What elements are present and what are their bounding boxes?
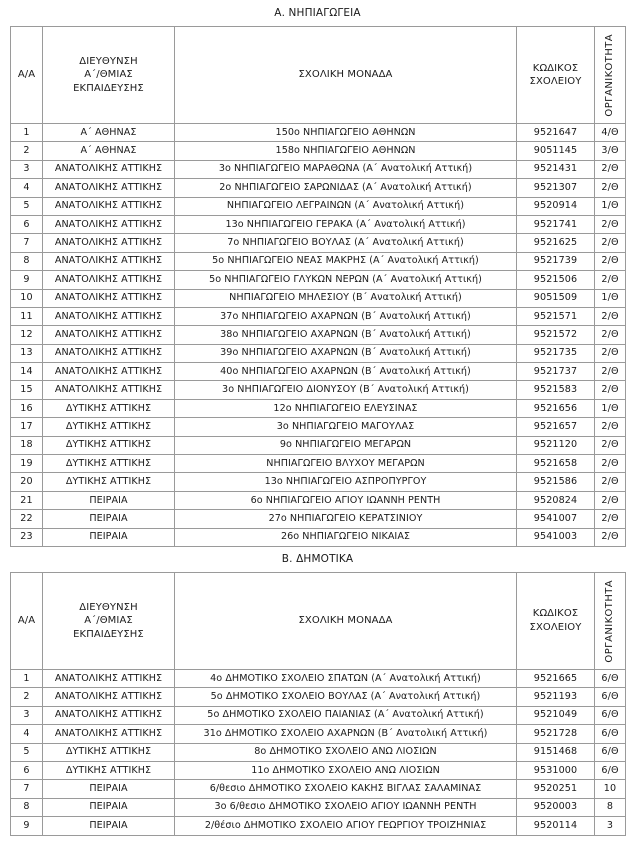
row-number: 7: [11, 234, 43, 252]
row-direction: ΑΝΑΤΟΛΙΚΗΣ ΑΤΤΙΚΗΣ: [43, 688, 175, 706]
row-direction: ΑΝΑΤΟΛΙΚΗΣ ΑΤΤΙΚΗΣ: [43, 326, 175, 344]
table-row: [11, 399, 626, 417]
table-row: [11, 706, 626, 724]
table-row: [11, 160, 626, 178]
row-organicity: 2/Θ: [595, 307, 626, 325]
table-row: [11, 473, 626, 491]
row-number: 22: [11, 510, 43, 528]
row-school-code: 9521737: [517, 363, 595, 381]
row-school-unit: 9ο ΝΗΠΙΑΓΩΓΕΙΟ ΜΕΓΑΡΩΝ: [175, 436, 517, 454]
row-direction: ΑΝΑΤΟΛΙΚΗΣ ΑΤΤΙΚΗΣ: [43, 669, 175, 687]
row-school-code: 9521506: [517, 271, 595, 289]
row-number: 3: [11, 706, 43, 724]
column-header-school-unit: ΣΧΟΛΙΚΗ ΜΟΝΑΔΑ: [175, 572, 517, 669]
table-row: [11, 436, 626, 454]
row-direction: ΑΝΑΤΟΛΙΚΗΣ ΑΤΤΙΚΗΣ: [43, 160, 175, 178]
section-b-title: Β. ΔΗΜΟΤΙΚΑ: [281, 552, 354, 565]
code-line-1: ΚΩΔΙΚΟΣ: [532, 62, 579, 74]
row-direction: ΑΝΑΤΟΛΙΚΗΣ ΑΤΤΙΚΗΣ: [43, 252, 175, 270]
row-school-code: 9520114: [517, 817, 595, 835]
column-header-organicity: [595, 572, 626, 669]
row-number: 4: [11, 179, 43, 197]
row-number: 9: [11, 271, 43, 289]
table-row: [11, 418, 626, 436]
row-school-code: 9521625: [517, 234, 595, 252]
table-row: [11, 234, 626, 252]
direction-line-2: Α΄/ΘΜΙΑΣ: [84, 69, 133, 81]
row-number: 20: [11, 473, 43, 491]
row-school-code: 9521586: [517, 473, 595, 491]
row-organicity: 10: [595, 780, 626, 798]
row-organicity: 2/Θ: [595, 160, 626, 178]
row-school-code: 9051509: [517, 289, 595, 307]
table-row: [11, 197, 626, 215]
row-school-code: 9541003: [517, 528, 595, 546]
row-school-unit: 150ο ΝΗΠΙΑΓΩΓΕΙΟ ΑΘΗΝΩΝ: [175, 124, 517, 142]
table-row: [11, 761, 626, 779]
row-organicity: 6/Θ: [595, 743, 626, 761]
row-school-code: 9521739: [517, 252, 595, 270]
page-footnote-clipped: [10, 836, 625, 846]
row-direction: ΑΝΑΤΟΛΙΚΗΣ ΑΤΤΙΚΗΣ: [43, 289, 175, 307]
row-direction: ΑΝΑΤΟΛΙΚΗΣ ΑΤΤΙΚΗΣ: [43, 381, 175, 399]
row-number: 17: [11, 418, 43, 436]
row-number: 23: [11, 528, 43, 546]
row-number: 10: [11, 289, 43, 307]
row-organicity: 2/Θ: [595, 528, 626, 546]
table-row: [11, 363, 626, 381]
section-a-title: Α. ΝΗΠΙΑΓΩΓΕΙΑ: [274, 7, 361, 19]
row-school-unit: 13ο ΝΗΠΙΑΓΩΓΕΙΟ ΓΕΡΑΚΑ (Α΄ Ανατολική Αττική): [175, 215, 517, 233]
column-header-organicity: [595, 27, 626, 124]
row-organicity: 6/Θ: [595, 706, 626, 724]
row-direction: ΑΝΑΤΟΛΙΚΗΣ ΑΤΤΙΚΗΣ: [43, 363, 175, 381]
row-school-unit: ΝΗΠΙΑΓΩΓΕΙΟ ΜΗΛΕΣΙΟΥ (Β΄ Ανατολική Αττική): [175, 289, 517, 307]
table-row: [11, 528, 626, 546]
row-school-unit: 3ο ΝΗΠΙΑΓΩΓΕΙΟ ΜΑΓΟΥΛΑΣ: [175, 418, 517, 436]
row-school-unit: 6ο ΝΗΠΙΑΓΩΓΕΙΟ ΑΓΙΟΥ ΙΩΑΝΝΗ ΡΕΝΤΗ: [175, 491, 517, 509]
row-direction: ΑΝΑΤΟΛΙΚΗΣ ΑΤΤΙΚΗΣ: [43, 344, 175, 362]
table-row: [11, 798, 626, 816]
row-number: 6: [11, 761, 43, 779]
row-school-code: 9521193: [517, 688, 595, 706]
column-header-aa: Α/Α: [11, 27, 43, 124]
row-school-unit: 27ο ΝΗΠΙΑΓΩΓΕΙΟ ΚΕΡΑΤΣΙΝΙΟΥ: [175, 510, 517, 528]
code-line-2: ΣΧΟΛΕΙΟΥ: [529, 76, 582, 87]
row-organicity: 6/Θ: [595, 688, 626, 706]
row-school-code: 9521741: [517, 215, 595, 233]
row-school-code: 9541007: [517, 510, 595, 528]
row-direction: ΑΝΑΤΟΛΙΚΗΣ ΑΤΤΙΚΗΣ: [43, 179, 175, 197]
row-school-code: 9521735: [517, 344, 595, 362]
table-dimotika: [10, 572, 626, 836]
row-school-code: 9520914: [517, 197, 595, 215]
section-dimotika: [10, 547, 625, 836]
row-organicity: 2/Θ: [595, 179, 626, 197]
row-organicity: 2/Θ: [595, 455, 626, 473]
row-number: 12: [11, 326, 43, 344]
row-direction: ΑΝΑΤΟΛΙΚΗΣ ΑΤΤΙΚΗΣ: [43, 271, 175, 289]
row-number: 1: [11, 669, 43, 687]
row-number: 7: [11, 780, 43, 798]
row-school-unit: 5ο ΔΗΜΟΤΙΚΟ ΣΧΟΛΕΙΟ ΒΟΥΛΑΣ (Α΄ Ανατολική Αττική): [175, 688, 517, 706]
row-organicity: 2/Θ: [595, 436, 626, 454]
table-row: [11, 344, 626, 362]
direction-line-1: ΔΙΕΥΘΥΝΣΗ: [79, 601, 138, 613]
code-line-1: ΚΩΔΙΚΟΣ: [532, 608, 579, 620]
table-nipiagogeia: [10, 26, 626, 547]
row-organicity: 2/Θ: [595, 344, 626, 362]
row-school-code: 9520824: [517, 491, 595, 509]
row-direction: ΠΕΙΡΑΙΑ: [43, 491, 175, 509]
row-school-code: 9521571: [517, 307, 595, 325]
row-number: 8: [11, 798, 43, 816]
row-number: 15: [11, 381, 43, 399]
row-number: 13: [11, 344, 43, 362]
row-school-unit: ΝΗΠΙΑΓΩΓΕΙΟ ΒΛΥΧΟΥ ΜΕΓΑΡΩΝ: [175, 455, 517, 473]
row-direction: ΔΥΤΙΚΗΣ ΑΤΤΙΚΗΣ: [43, 399, 175, 417]
row-school-code: 9521657: [517, 418, 595, 436]
table-row: [11, 669, 626, 687]
row-school-code: 9521049: [517, 706, 595, 724]
row-direction: ΑΝΑΤΟΛΙΚΗΣ ΑΤΤΙΚΗΣ: [43, 706, 175, 724]
row-number: 2: [11, 688, 43, 706]
row-direction: ΔΥΤΙΚΗΣ ΑΤΤΙΚΗΣ: [43, 455, 175, 473]
row-number: 4: [11, 725, 43, 743]
table-row: [11, 510, 626, 528]
header-row: [11, 27, 626, 124]
row-school-unit: 37ο ΝΗΠΙΑΓΩΓΕΙΟ ΑΧΑΡΝΩΝ (Β΄ Ανατολική Αττική): [175, 307, 517, 325]
row-school-code: 9531000: [517, 761, 595, 779]
table-row: [11, 124, 626, 142]
row-school-unit: 11ο ΔΗΜΟΤΙΚΟ ΣΧΟΛΕΙΟ ΑΝΩ ΛΙΟΣΙΩΝ: [175, 761, 517, 779]
row-organicity: 2/Θ: [595, 473, 626, 491]
table-row: [11, 491, 626, 509]
row-direction: ΔΥΤΙΚΗΣ ΑΤΤΙΚΗΣ: [43, 418, 175, 436]
row-school-code: 9521656: [517, 399, 595, 417]
table-row: [11, 688, 626, 706]
row-school-unit: 4ο ΔΗΜΟΤΙΚΟ ΣΧΟΛΕΙΟ ΣΠΑΤΩΝ (Α΄ Ανατολική Αττική): [175, 669, 517, 687]
row-school-code: 9521431: [517, 160, 595, 178]
row-school-code: 9151468: [517, 743, 595, 761]
row-number: 16: [11, 399, 43, 417]
row-organicity: 6/Θ: [595, 669, 626, 687]
table-row: [11, 289, 626, 307]
row-number: 2: [11, 142, 43, 160]
header-row: [11, 572, 626, 669]
row-school-code: 9051145: [517, 142, 595, 160]
row-number: 1: [11, 124, 43, 142]
row-school-unit: 26ο ΝΗΠΙΑΓΩΓΕΙΟ ΝΙΚΑΙΑΣ: [175, 528, 517, 546]
table-row: [11, 455, 626, 473]
row-direction: ΔΥΤΙΚΗΣ ΑΤΤΙΚΗΣ: [43, 473, 175, 491]
row-school-unit: 2/θέσιο ΔΗΜΟΤΙΚΟ ΣΧΟΛΕΙΟ ΑΓΙΟΥ ΓΕΩΡΓΙΟΥ ΤΡΟΙΖΗΝΙΑΣ: [175, 817, 517, 835]
row-school-unit: 3ο 6/θεσιο ΔΗΜΟΤΙΚΟ ΣΧΟΛΕΙΟ ΑΓΙΟΥ ΙΩΑΝΝΗ ΡΕΝΤΗ: [175, 798, 517, 816]
row-organicity: 2/Θ: [595, 381, 626, 399]
column-header-direction: [43, 572, 175, 669]
row-school-unit: 3ο ΝΗΠΙΑΓΩΓΕΙΟ ΜΑΡΑΘΩΝΑ (Α΄ Ανατολική Αττική): [175, 160, 517, 178]
row-school-code: 9521583: [517, 381, 595, 399]
row-number: 6: [11, 215, 43, 233]
row-school-unit: 5ο ΔΗΜΟΤΙΚΟ ΣΧΟΛΕΙΟ ΠΑΙΑΝΙΑΣ (Α΄ Ανατολική Αττική): [175, 706, 517, 724]
row-direction: ΔΥΤΙΚΗΣ ΑΤΤΙΚΗΣ: [43, 436, 175, 454]
table-row: [11, 252, 626, 270]
row-direction: ΑΝΑΤΟΛΙΚΗΣ ΑΤΤΙΚΗΣ: [43, 307, 175, 325]
row-organicity: 4/Θ: [595, 124, 626, 142]
row-school-unit: 5ο ΝΗΠΙΑΓΩΓΕΙΟ ΓΛΥΚΩΝ ΝΕΡΩΝ (Α΄ Ανατολική Αττική): [175, 271, 517, 289]
row-direction: Α΄ ΑΘΗΝΑΣ: [43, 142, 175, 160]
row-organicity: 2/Θ: [595, 271, 626, 289]
section-nipiagogeia: [10, 0, 625, 547]
row-number: 5: [11, 743, 43, 761]
row-school-unit: 12ο ΝΗΠΙΑΓΩΓΕΙΟ ΕΛΕΥΣΙΝΑΣ: [175, 399, 517, 417]
row-school-unit: 3ο ΝΗΠΙΑΓΩΓΕΙΟ ΔΙΟΝΥΣΟΥ (Β΄ Ανατολική Αττική): [175, 381, 517, 399]
row-number: 9: [11, 817, 43, 835]
row-number: 21: [11, 491, 43, 509]
row-school-unit: 158ο ΝΗΠΙΑΓΩΓΕΙΟ ΑΘΗΝΩΝ: [175, 142, 517, 160]
column-header-direction: [43, 27, 175, 124]
row-direction: ΔΥΤΙΚΗΣ ΑΤΤΙΚΗΣ: [43, 761, 175, 779]
row-direction: ΠΕΙΡΑΙΑ: [43, 780, 175, 798]
row-school-code: 9520003: [517, 798, 595, 816]
row-direction: ΔΥΤΙΚΗΣ ΑΤΤΙΚΗΣ: [43, 743, 175, 761]
row-organicity: 6/Θ: [595, 725, 626, 743]
row-number: 8: [11, 252, 43, 270]
row-school-unit: 6/θεσιο ΔΗΜΟΤΙΚΟ ΣΧΟΛΕΙΟ ΚΑΚΗΣ ΒΙΓΛΑΣ ΣΑΛΑΜΙΝΑΣ: [175, 780, 517, 798]
row-direction: ΠΕΙΡΑΙΑ: [43, 798, 175, 816]
row-school-unit: 38ο ΝΗΠΙΑΓΩΓΕΙΟ ΑΧΑΡΝΩΝ (Β΄ Ανατολική Αττική): [175, 326, 517, 344]
row-school-code: 9520251: [517, 780, 595, 798]
table-row: [11, 817, 626, 835]
row-organicity: 1/Θ: [595, 197, 626, 215]
row-school-code: 9521728: [517, 725, 595, 743]
organicity-label: ΟΡΓΑΝΙΚΟΤΗΤΑ: [604, 579, 616, 663]
table-row: [11, 179, 626, 197]
column-header-school-code: [517, 27, 595, 124]
row-direction: ΑΝΑΤΟΛΙΚΗΣ ΑΤΤΙΚΗΣ: [43, 215, 175, 233]
table-row: [11, 215, 626, 233]
row-organicity: 2/Θ: [595, 215, 626, 233]
table-header: [11, 572, 626, 669]
row-school-unit: 31ο ΔΗΜΟΤΙΚΟ ΣΧΟΛΕΙΟ ΑΧΑΡΝΩΝ (Β΄ Ανατολική Αττική): [175, 725, 517, 743]
direction-line-3: ΕΚΠΑΙΔΕΥΣΗΣ: [73, 628, 144, 640]
row-organicity: 1/Θ: [595, 399, 626, 417]
row-school-unit: 13ο ΝΗΠΙΑΓΩΓΕΙΟ ΑΣΠΡΟΠΥΡΓΟΥ: [175, 473, 517, 491]
row-direction: ΑΝΑΤΟΛΙΚΗΣ ΑΤΤΙΚΗΣ: [43, 197, 175, 215]
row-school-unit: 7ο ΝΗΠΙΑΓΩΓΕΙΟ ΒΟΥΛΑΣ (Α΄ Ανατολική Αττική): [175, 234, 517, 252]
row-organicity: 2/Θ: [595, 363, 626, 381]
column-header-school-unit: ΣΧΟΛΙΚΗ ΜΟΝΑΔΑ: [175, 27, 517, 124]
table-body-dimotika: [11, 669, 626, 835]
row-organicity: 2/Θ: [595, 510, 626, 528]
row-direction: Α΄ ΑΘΗΝΑΣ: [43, 124, 175, 142]
row-school-code: 9521307: [517, 179, 595, 197]
row-number: 5: [11, 197, 43, 215]
row-school-unit: ΝΗΠΙΑΓΩΓΕΙΟ ΛΕΓΡΑΙΝΩΝ (Α΄ Ανατολική Αττική): [175, 197, 517, 215]
row-organicity: 2/Θ: [595, 418, 626, 436]
table-body-nipiagogeia: [11, 124, 626, 547]
row-number: 11: [11, 307, 43, 325]
row-number: 3: [11, 160, 43, 178]
direction-line-2: Α΄/ΘΜΙΑΣ: [84, 615, 133, 627]
code-line-2: ΣΧΟΛΕΙΟΥ: [529, 621, 582, 633]
row-school-code: 9521658: [517, 455, 595, 473]
table-row: [11, 326, 626, 344]
row-organicity: 3: [595, 817, 626, 835]
row-number: 14: [11, 363, 43, 381]
row-direction: ΑΝΑΤΟΛΙΚΗΣ ΑΤΤΙΚΗΣ: [43, 725, 175, 743]
table-row: [11, 780, 626, 798]
table-row: [11, 142, 626, 160]
direction-line-3: ΕΚΠΑΙΔΕΥΣΗΣ: [73, 82, 144, 94]
column-header-school-code: [517, 572, 595, 669]
table-header: [11, 27, 626, 124]
column-header-aa: Α/Α: [11, 572, 43, 669]
row-organicity: 8: [595, 798, 626, 816]
row-school-code: 9521572: [517, 326, 595, 344]
table-row: [11, 307, 626, 325]
row-direction: ΠΕΙΡΑΙΑ: [43, 528, 175, 546]
row-school-code: 9521120: [517, 436, 595, 454]
row-school-unit: 40ο ΝΗΠΙΑΓΩΓΕΙΟ ΑΧΑΡΝΩΝ (Β΄ Ανατολική Αττική): [175, 363, 517, 381]
row-school-code: 9521665: [517, 669, 595, 687]
row-school-unit: 8ο ΔΗΜΟΤΙΚΟ ΣΧΟΛΕΙΟ ΑΝΩ ΛΙΟΣΙΩΝ: [175, 743, 517, 761]
row-school-unit: 39ο ΝΗΠΙΑΓΩΓΕΙΟ ΑΧΑΡΝΩΝ (Β΄ Ανατολική Αττική): [175, 344, 517, 362]
row-school-unit: 5ο ΝΗΠΙΑΓΩΓΕΙΟ ΝΕΑΣ ΜΑΚΡΗΣ (Α΄ Ανατολική Αττική): [175, 252, 517, 270]
row-number: 18: [11, 436, 43, 454]
table-row: [11, 725, 626, 743]
row-organicity: 3/Θ: [595, 142, 626, 160]
row-organicity: 2/Θ: [595, 234, 626, 252]
row-direction: ΠΕΙΡΑΙΑ: [43, 817, 175, 835]
row-organicity: 2/Θ: [595, 491, 626, 509]
row-organicity: 2/Θ: [595, 326, 626, 344]
table-row: [11, 743, 626, 761]
row-school-code: 9521647: [517, 124, 595, 142]
row-school-unit: 2ο ΝΗΠΙΑΓΩΓΕΙΟ ΣΑΡΩΝΙΔΑΣ (Α΄ Ανατολική Αττική): [175, 179, 517, 197]
direction-line-1: ΔΙΕΥΘΥΝΣΗ: [79, 55, 138, 67]
row-organicity: 1/Θ: [595, 289, 626, 307]
row-direction: ΠΕΙΡΑΙΑ: [43, 510, 175, 528]
row-number: 19: [11, 455, 43, 473]
row-organicity: 6/Θ: [595, 761, 626, 779]
row-direction: ΑΝΑΤΟΛΙΚΗΣ ΑΤΤΙΚΗΣ: [43, 234, 175, 252]
table-row: [11, 271, 626, 289]
row-organicity: 2/Θ: [595, 252, 626, 270]
table-row: [11, 381, 626, 399]
organicity-label: ΟΡΓΑΝΙΚΟΤΗΤΑ: [604, 33, 616, 117]
